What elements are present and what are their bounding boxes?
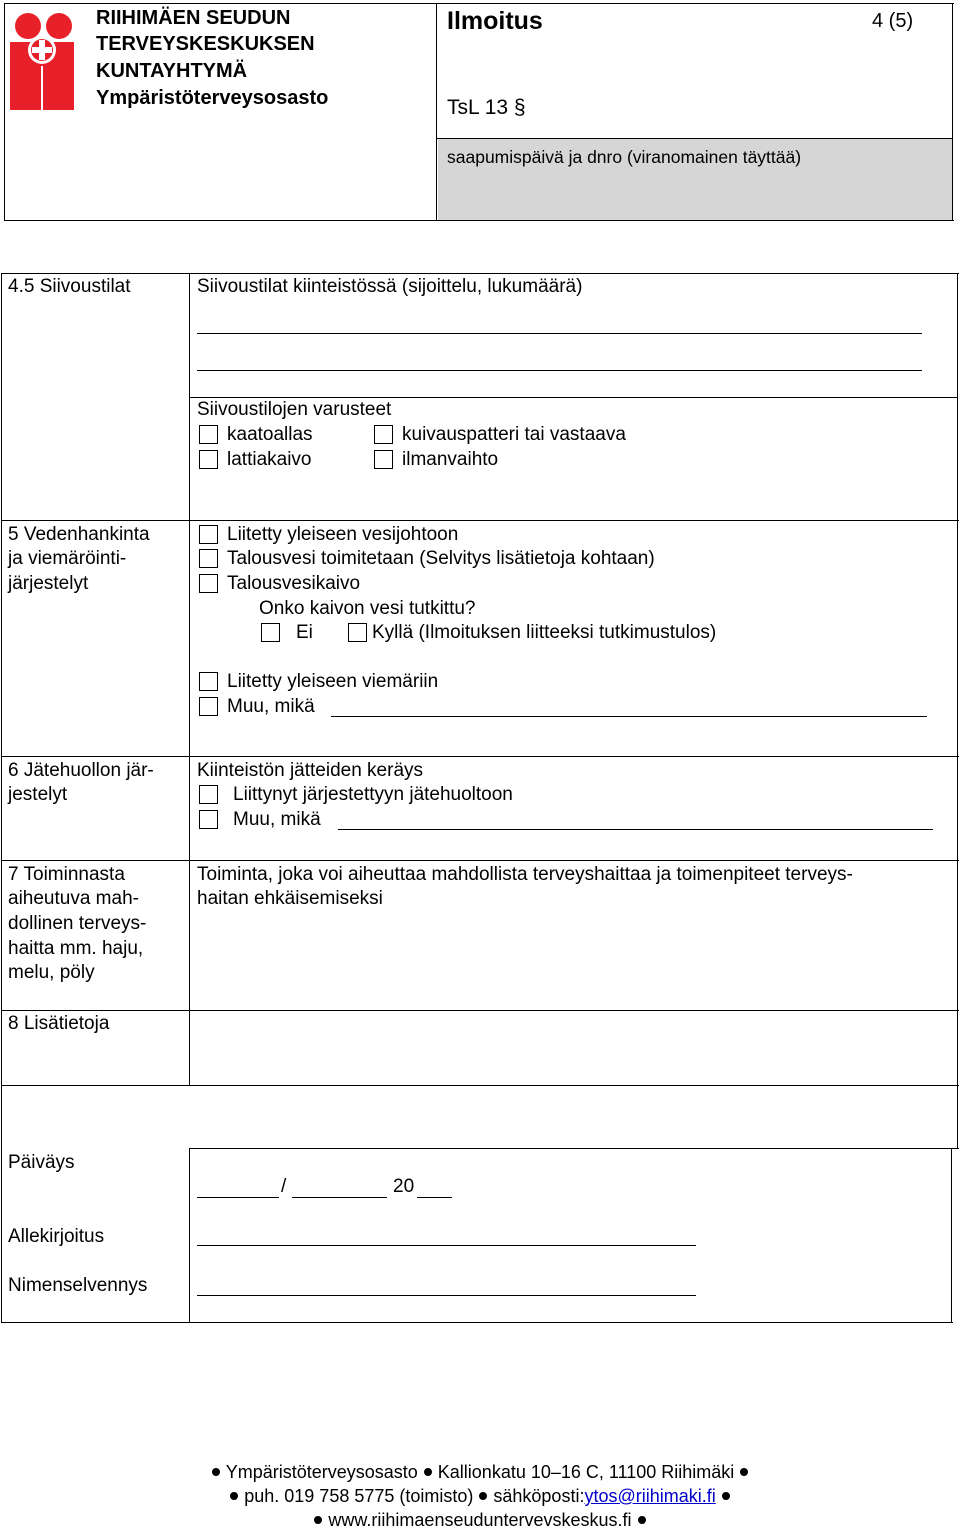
option-well: Talousvesikaivo (227, 573, 361, 594)
section-5-label-line3: järjestelyt (8, 573, 89, 594)
table-line-top (1, 273, 959, 274)
header-border-left (4, 3, 5, 221)
checkbox-organized-waste[interactable] (199, 785, 218, 804)
header-border-top (4, 3, 954, 4)
law-reference: TsL 13 § (447, 96, 526, 119)
table-line-s7 (1, 860, 959, 861)
health-hazard-text-line2: haitan ehkäisemiseksi (197, 888, 383, 909)
footer-line1 (0, 1460, 960, 1484)
sewer-other-input[interactable] (331, 716, 927, 717)
section-4-5-label: 4.5 Siivoustilat (8, 276, 131, 297)
table-line-s8-right-bottom (190, 1148, 959, 1149)
bullet-icon (424, 1468, 432, 1476)
cleaning-rooms-answer-line2[interactable] (197, 370, 922, 371)
option-waste-other: Muu, mikä (233, 809, 321, 830)
table-line-bottom (1, 1322, 953, 1323)
date-year-input[interactable] (417, 1197, 452, 1198)
name-label: Nimenselvennys (8, 1275, 148, 1296)
option-sewer-other: Muu, mikä (227, 696, 315, 717)
table-line-s8 (1, 1010, 959, 1011)
well-question: Onko kaivon vesi tutkittu? (259, 598, 476, 619)
year-prefix: 20 (393, 1176, 415, 1197)
bullet-icon (740, 1468, 748, 1476)
date-separator: / (281, 1176, 287, 1197)
org-name-line2: TERVEYSKESKUKSEN (96, 33, 315, 55)
footer-line3 (0, 1508, 960, 1532)
table-line-right (957, 273, 958, 1149)
checkbox-ilmanvaihto[interactable] (374, 450, 393, 469)
page-number: 4 (5) (872, 10, 914, 32)
footer-phone: puh. 019 758 5775 (toimisto) (244, 1486, 474, 1506)
bullet-icon (212, 1468, 220, 1476)
section-7-label-line5: melu, pöly (8, 962, 95, 983)
option-kaatoallas: kaatoallas (227, 424, 313, 445)
section-7-label-line1: 7 Toiminnasta (8, 864, 125, 885)
section-7-label-line4: haitta mm. haju, (8, 938, 144, 959)
bullet-icon (722, 1492, 730, 1500)
table-line-s8-bottom (1, 1085, 959, 1086)
footer-email-link[interactable]: ytos@riihimaki.fi (584, 1486, 716, 1506)
footer-address: Kallionkatu 10–16 C, 11100 Riihimäki (437, 1462, 735, 1482)
cleaning-rooms-answer-line1[interactable] (197, 333, 922, 334)
checkbox-kuivauspatteri[interactable] (374, 425, 393, 444)
footer-website: www.riihimaenseuduntervevskeskus.fi (328, 1510, 632, 1530)
org-department: Ympäristöterveysosasto (96, 87, 329, 109)
checkbox-well[interactable] (199, 574, 218, 593)
section-6-label-line1: 6 Jätehuollon jär- (8, 760, 154, 781)
checkbox-water-delivered[interactable] (199, 549, 218, 568)
table-line-s5 (1, 520, 959, 521)
section-7-label-line2: aiheutuva mah- (8, 888, 139, 909)
section-8-label: 8 Lisätietoja (8, 1013, 110, 1034)
table-line-left (1, 273, 2, 1323)
header-border-right (952, 3, 953, 221)
checkbox-kaatoallas[interactable] (199, 425, 218, 444)
checkbox-well-yes[interactable] (348, 623, 367, 642)
answer-no: Ei (296, 622, 313, 643)
table-line-s6 (1, 756, 959, 757)
footer-department: Ympäristöterveysosasto (225, 1462, 418, 1482)
answer-yes: Kyllä (Ilmoituksen liitteeksi tutkimustulos) (372, 622, 717, 643)
checkbox-lattiakaivo[interactable] (199, 450, 218, 469)
health-hazard-text-line1: Toiminta, joka voi aiheuttaa mahdollista terveyshaittaa ja toimenpiteet terveys- (197, 864, 853, 885)
date-day-input[interactable] (197, 1197, 279, 1198)
form-title: Ilmoitus (447, 7, 543, 35)
option-organized-waste: Liittynyt järjestettyyn jätehuoltoon (233, 784, 513, 805)
waste-collection-title: Kiinteistön jätteiden keräys (197, 760, 424, 781)
option-kuivauspatteri: kuivauspatteri tai vastaava (402, 424, 626, 445)
checkbox-public-sewer[interactable] (199, 672, 218, 691)
option-water-delivered: Talousvesi toimitetaan (Selvitys lisätietoja kohtaan) (227, 548, 655, 569)
authority-field-border (437, 138, 953, 139)
option-lattiakaivo: lattiakaivo (227, 449, 312, 470)
footer-line2 (0, 1484, 960, 1508)
date-month-input[interactable] (292, 1197, 387, 1198)
header-divider (436, 3, 437, 221)
bullet-icon (638, 1516, 646, 1524)
signature-input[interactable] (197, 1245, 696, 1246)
signature-label: Allekirjoitus (8, 1226, 105, 1247)
table-line-divider (189, 273, 190, 1086)
bullet-icon (230, 1492, 238, 1500)
section-5-label-line2: ja viemäröinti- (8, 548, 127, 569)
option-public-water: Liitetty yleiseen vesijohtoon (227, 524, 459, 545)
bullet-icon (479, 1492, 487, 1500)
bullet-icon (314, 1516, 322, 1524)
table-line-right-lower (951, 1148, 952, 1323)
waste-other-input[interactable] (338, 829, 933, 830)
section-5-label-line1: 5 Vedenhankinta (8, 524, 150, 545)
cleaning-equipment-label: Siivoustilojen varusteet (197, 399, 392, 420)
checkbox-public-water[interactable] (199, 525, 218, 544)
table-line-divider-lower (189, 1148, 190, 1323)
option-ilmanvaihto: ilmanvaihto (402, 449, 499, 470)
section-7-label-line3: dollinen terveys- (8, 913, 147, 934)
section-6-label-line2: jestelyt (8, 784, 68, 805)
name-input[interactable] (197, 1295, 696, 1296)
header-border-bottom (4, 220, 954, 221)
org-name-line1: RIIHIMÄEN SEUDUN (96, 7, 291, 29)
authority-field-label: saapumispäivä ja dnro (viranomainen täyttää) (447, 147, 802, 167)
date-label: Päiväys (8, 1152, 75, 1173)
footer-email-label: sähköposti: (493, 1486, 585, 1506)
checkbox-sewer-other[interactable] (199, 697, 218, 716)
cleaning-rooms-question: Siivoustilat kiinteistössä (sijoittelu, lukumäärä) (197, 276, 583, 297)
organization-logo (8, 10, 76, 112)
checkbox-waste-other[interactable] (199, 810, 218, 829)
org-name-line3: KUNTAYHTYMÄ (96, 60, 248, 82)
checkbox-well-no[interactable] (261, 623, 280, 642)
option-public-sewer: Liitetty yleiseen viemäriin (227, 671, 439, 692)
